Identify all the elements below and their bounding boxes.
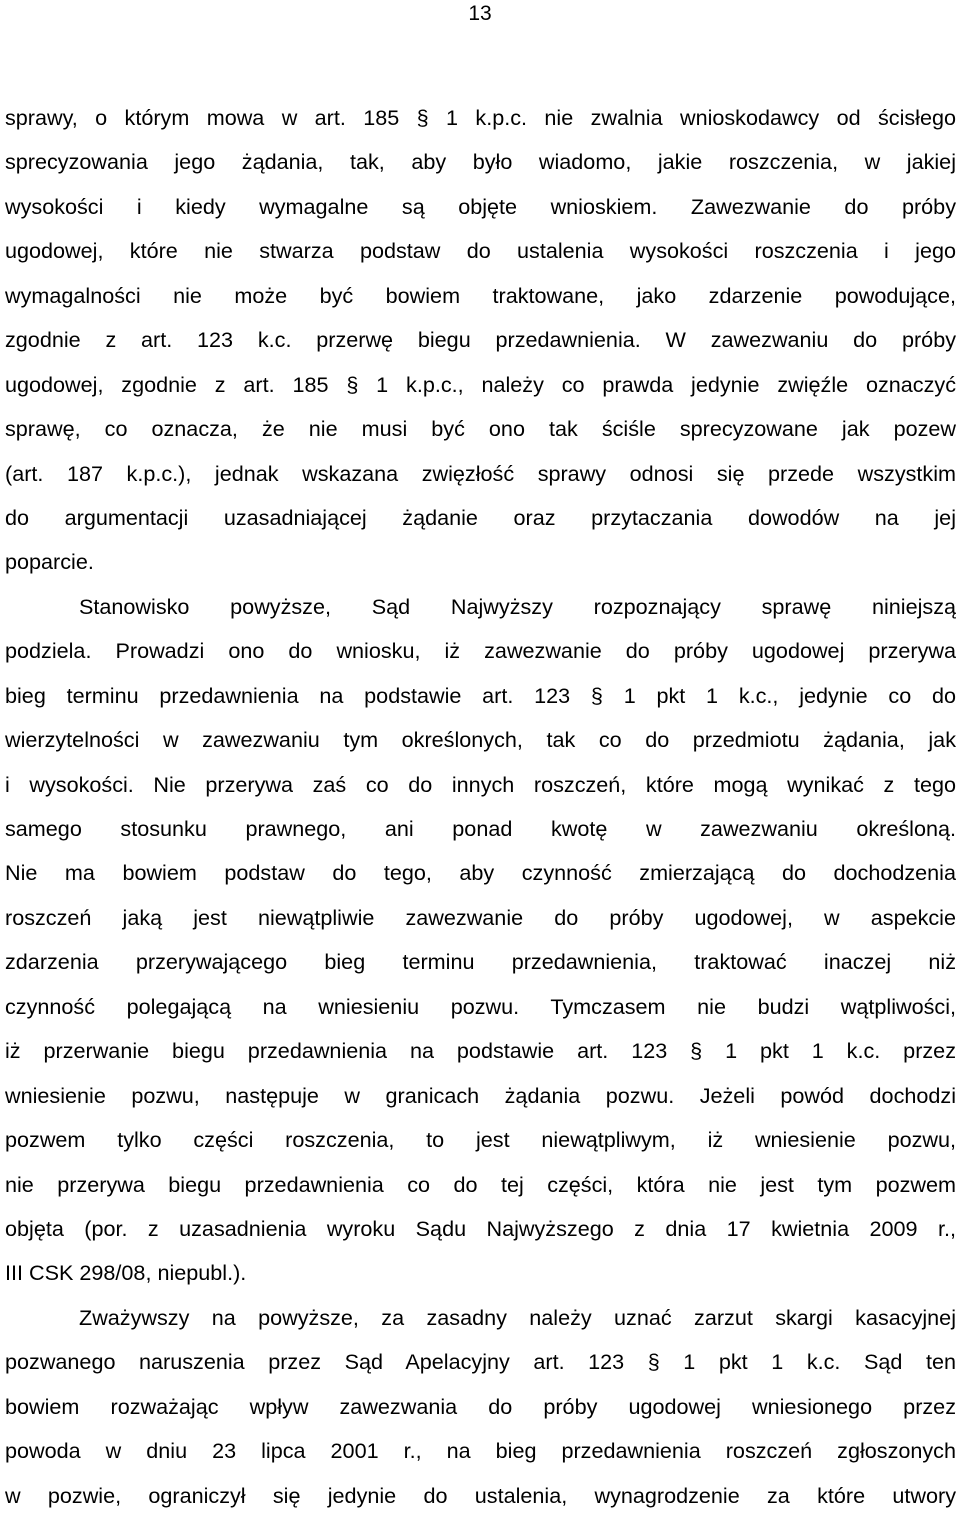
text-line: wniesienie pozwu, następuje w granicach żądania pozwu. Jeżeli powód dochodzi [5,1082,956,1108]
text-line: Zważywszy na powyższe, za zasadny należy uznać zarzut skargi kasacyjnej [79,1304,956,1330]
text-line: bieg terminu przedawnienia na podstawie art. 123 § 1 pkt 1 k.c., jedynie co do [5,682,956,708]
text-line: sprawę, co oznacza, że nie musi być ono tak ściśle sprecyzowane jak pozew [5,416,956,442]
text-line: podziela. Prowadzi ono do wniosku, iż zawezwanie do próby ugodowej przerywa [5,638,956,664]
text-line: ugodowej, które nie stwarza podstaw do ustalenia wysokości roszczenia i jego [5,238,956,264]
text-line: objęta (por. z uzasadnienia wyroku Sądu Najwyższego z dnia 17 kwietnia 2009 r., [5,1215,956,1241]
text-line: samego stosunku prawnego, ani ponad kwotę w zawezwaniu określoną. [5,816,956,841]
text-line: Stanowisko powyższe, Sąd Najwyższy rozpoznający sprawę niniejszą [79,593,956,619]
text-line: zdarzenia przerywającego bieg terminu przedawnienia, traktować inaczej niż [5,949,956,975]
text-line: Nie ma bowiem podstaw do tego, aby czynność zmierzającą do dochodzenia [5,860,956,886]
text-line: i wysokości. Nie przerywa zaś co do innych roszczeń, które mogą wynikać z tego [5,771,956,797]
text-line: ugodowej, zgodnie z art. 185 § 1 k.p.c., należy co prawda jedynie zwięźle oznaczyć [5,371,956,397]
document-body [5,96,956,1518]
text-line: poparcie. [5,549,94,575]
text-line: do argumentacji uzasadniającej żądanie oraz przytaczania dowodów na jej [5,504,956,530]
text-line: nie przerywa biegu przedawnienia co do tej części, która nie jest tym pozwem [5,1171,956,1197]
text-line: wymagalności nie może być bowiem traktowane, jako zdarzenie powodujące, [5,282,956,308]
text-line: pozwanego naruszenia przez Sąd Apelacyjny art. 123 § 1 pkt 1 k.c. Sąd ten [5,1349,956,1375]
text-line: sprawy, o którym mowa w art. 185 § 1 k.p.c. nie zwalnia wnioskodawcy od ścisłego [5,105,956,130]
text-line: powoda w dniu 23 lipca 2001 r., na bieg przedawnienia roszczeń zgłoszonych [5,1438,956,1464]
text-line: zgodnie z art. 123 k.c. przerwę biegu przedawnienia. W zawezwaniu do próby [5,327,956,353]
text-line: czynność polegającą na wniesieniu pozwu. Tymczasem nie budzi wątpliwości, [5,993,956,1019]
text-line: sprecyzowania jego żądania, tak, aby było wiadomo, jakie roszczenia, w jakiej [5,149,956,175]
page-number: 13 [468,2,492,25]
text-line: roszczeń jaką jest niewątpliwie zawezwanie do próby ugodowej, w aspekcie [5,904,956,930]
text-line: iż przerwanie biegu przedawnienia na podstawie art. 123 § 1 pkt 1 k.c. przez [5,1038,956,1064]
text-line: wierzytelności w zawezwaniu tym określonych, tak co do przedmiotu żądania, jak [5,727,956,753]
text-line: III CSK 298/08, niepubl.). [5,1260,247,1286]
text-line: pozwem tylko części roszczenia, to jest niewątpliwym, iż wniesienie pozwu, [5,1127,956,1153]
text-line: bowiem rozważając wpływ zawezwania do próby ugodowej wniesionego przez [5,1393,956,1419]
text-line: wysokości i kiedy wymagalne są objęte wnioskiem. Zawezwanie do próby [5,193,956,219]
text-line: (art. 187 k.p.c.), jednak wskazana zwięzłość sprawy odnosi się przede wszystkim [5,460,956,486]
text-line: w pozwie, ograniczył się jedynie do ustalenia, wynagrodzenie za które utwory [5,1482,956,1508]
